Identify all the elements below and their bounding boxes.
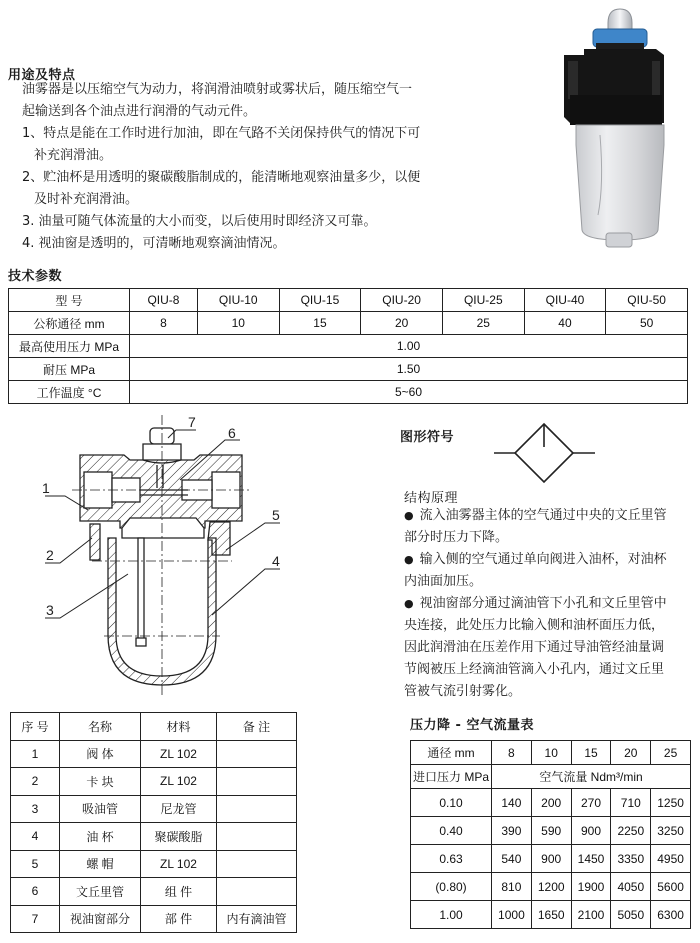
flow-value-cell: 5600	[651, 873, 691, 901]
intro-line: 1、特点是能在工作时进行加油，即在气路不关闭保持供气的情况下可	[22, 126, 421, 141]
spec-cell: 50	[606, 312, 688, 335]
flow-bore-cell: 20	[611, 741, 651, 765]
spec-header-cell: QIU-25	[442, 289, 524, 312]
parts-cell: 文丘里管	[60, 878, 141, 906]
flow-pressure-cell: 0.40	[411, 817, 492, 845]
spec-cell: 公称通径 mm	[9, 312, 130, 335]
spec-label: 最高使用压力 MPa	[9, 335, 130, 358]
flow-value-cell: 1200	[531, 873, 571, 901]
flow-value-cell: 2100	[571, 901, 611, 929]
principle-line: ● 流入油雾器主体的空气通过中央的文丘里管	[404, 505, 667, 527]
flow-unit-row	[411, 765, 691, 789]
parts-cell: 聚碳酸脂	[141, 823, 217, 851]
drawing-label: 4	[272, 553, 280, 569]
parts-cell: 4	[11, 823, 60, 851]
parts-cell: 7	[11, 905, 60, 933]
parts-cell: ZL 102	[141, 850, 217, 878]
parts-row	[11, 850, 297, 878]
flow-table	[410, 740, 691, 929]
flow-bore-cell: 10	[531, 741, 571, 765]
spec-label: 耐压 MPa	[9, 358, 130, 381]
flow-value-cell: 1000	[492, 901, 532, 929]
intro-line: 及时补充润滑油。	[34, 192, 139, 207]
flow-row	[411, 901, 691, 929]
parts-cell: 螺 帽	[60, 850, 141, 878]
parts-cell: 阀 体	[60, 740, 141, 768]
product-photo	[560, 5, 680, 250]
parts-cell: 尼龙管	[141, 795, 217, 823]
parts-header-cell: 备 注	[217, 713, 297, 741]
flow-row	[411, 789, 691, 817]
spec-header-cell: QIU-8	[130, 289, 198, 312]
spec-header-cell: QIU-10	[197, 289, 279, 312]
flow-value-cell: 390	[492, 817, 532, 845]
flow-value-cell: 3250	[651, 817, 691, 845]
flow-value-cell: 900	[531, 845, 571, 873]
intro-line: 3. 油量可随气体流量的大小而变，以后使用时即经济又可靠。	[22, 214, 377, 229]
parts-cell: 5	[11, 850, 60, 878]
parts-cell	[217, 850, 297, 878]
flow-value-cell: 3350	[611, 845, 651, 873]
flow-row	[411, 817, 691, 845]
intro-line: 4. 视油窗是透明的，可清晰地观察滴油情况。	[22, 236, 286, 251]
parts-cell: 组 件	[141, 878, 217, 906]
flow-value-cell: 1650	[531, 901, 571, 929]
intro-line: 补充润滑油。	[34, 148, 113, 163]
drawing-label: 7	[188, 414, 196, 430]
spec-value: 5~60	[130, 381, 688, 404]
flow-pressure-cell: 0.10	[411, 789, 492, 817]
flow-bore-row	[411, 741, 691, 765]
intro-line: 油雾器是以压缩空气为动力，将润滑油喷射或雾状后，随压缩空气一	[22, 82, 413, 97]
flow-bore-label: 通径 mm	[411, 741, 492, 765]
parts-row	[11, 795, 297, 823]
parts-cell	[217, 768, 297, 796]
spec-cell: 10	[197, 312, 279, 335]
principle-line: 节阀被压上经滴油管滴入小孔内，通过文丘里	[404, 662, 665, 677]
parts-cell	[217, 823, 297, 851]
parts-row	[11, 740, 297, 768]
spec-cell: 15	[279, 312, 361, 335]
spec-header-cell: QIU-20	[361, 289, 443, 312]
flow-row	[411, 873, 691, 901]
flow-value-cell: 200	[531, 789, 571, 817]
flow-value-cell: 140	[492, 789, 532, 817]
spec-temperature-row	[9, 381, 688, 404]
spec-header-cell: QIU-50	[606, 289, 688, 312]
flow-title: 压力降 - 空气流量表	[410, 718, 534, 733]
symbol-title: 图形符号	[400, 430, 455, 445]
spec-header-cell: 型 号	[9, 289, 130, 312]
flow-value-cell: 270	[571, 789, 611, 817]
spec-header-cell: QIU-40	[524, 289, 606, 312]
parts-cell	[217, 740, 297, 768]
parts-header-cell: 材料	[141, 713, 217, 741]
parts-header-cell: 序 号	[11, 713, 60, 741]
parts-cell: 视油窗部分	[60, 905, 141, 933]
principle-line: 因此润滑油在压差作用下通过导油管经油量调	[404, 640, 665, 655]
flow-bore-cell: 8	[492, 741, 532, 765]
flow-bore-cell: 25	[651, 741, 691, 765]
intro-line: 2、贮油杯是用透明的聚碳酸脂制成的，能清晰地观察油量多少，以便	[22, 170, 421, 185]
parts-row	[11, 823, 297, 851]
lubricator-symbol-icon	[490, 420, 600, 488]
spec-header-row	[9, 289, 688, 312]
flow-value-cell: 900	[571, 817, 611, 845]
principle-line: ● 输入侧的空气通过单向阀进入油杯，对油杯	[404, 549, 667, 571]
spec-label: 工作温度 °C	[9, 381, 130, 404]
principle-title: 结构原理	[404, 491, 459, 506]
spec-cell: 8	[130, 312, 198, 335]
flow-value-cell: 4050	[611, 873, 651, 901]
drawing-label: 6	[228, 425, 236, 441]
principle-line: 部分时压力下降。	[404, 530, 509, 545]
intro-title: 用途及特点	[8, 68, 76, 83]
spec-value: 1.00	[130, 335, 688, 358]
flow-value-cell: 1450	[571, 845, 611, 873]
principle-line: ● 视油窗部分通过滴油管下小孔和文丘里管中	[404, 593, 667, 615]
parts-cell: 2	[11, 768, 60, 796]
parts-cell: 3	[11, 795, 60, 823]
flow-value-cell: 4950	[651, 845, 691, 873]
spec-cell: 20	[361, 312, 443, 335]
spec-proof-pressure-row	[9, 358, 688, 381]
spec-table	[8, 288, 688, 404]
drawing-label: 1	[42, 480, 50, 496]
spec-header-cell: QIU-15	[279, 289, 361, 312]
flow-pressure-cell: (0.80)	[411, 873, 492, 901]
flow-value-cell: 1900	[571, 873, 611, 901]
parts-cell: 6	[11, 878, 60, 906]
principle-line: 央连接，此处压力比输入侧和油杯面压力低，	[404, 618, 665, 633]
drawing-label: 2	[46, 547, 54, 563]
flow-row	[411, 845, 691, 873]
principle-line: 内油面加压。	[404, 574, 483, 589]
flow-value-cell: 540	[492, 845, 532, 873]
parts-row	[11, 905, 297, 933]
flow-value-cell: 810	[492, 873, 532, 901]
flow-pressure-cell: 0.63	[411, 845, 492, 873]
intro-line: 起输送到各个油点进行润滑的气动元件。	[22, 104, 257, 119]
parts-cell: ZL 102	[141, 768, 217, 796]
drawing-label: 5	[272, 507, 280, 523]
spec-value: 1.50	[130, 358, 688, 381]
flow-pressure-cell: 1.00	[411, 901, 492, 929]
flow-value-cell: 2250	[611, 817, 651, 845]
flow-value-cell: 5050	[611, 901, 651, 929]
parts-header-row	[11, 713, 297, 741]
parts-cell: 1	[11, 740, 60, 768]
flow-value-cell: 710	[611, 789, 651, 817]
spec-title: 技术参数	[8, 269, 63, 284]
parts-cell	[217, 795, 297, 823]
flow-value-cell: 6300	[651, 901, 691, 929]
parts-cell: 内有滴油管	[217, 905, 297, 933]
flow-bore-cell: 15	[571, 741, 611, 765]
spec-max-pressure-row	[9, 335, 688, 358]
parts-cell: 吸油管	[60, 795, 141, 823]
spec-bore-row	[9, 312, 688, 335]
parts-cell: 部 件	[141, 905, 217, 933]
parts-cell: 油 杯	[60, 823, 141, 851]
flow-value-cell: 590	[531, 817, 571, 845]
parts-cell: ZL 102	[141, 740, 217, 768]
flow-value-cell: 1250	[651, 789, 691, 817]
parts-header-cell: 名称	[60, 713, 141, 741]
parts-cell	[217, 878, 297, 906]
parts-cell: 卡 块	[60, 768, 141, 796]
cross-section-drawing	[0, 410, 330, 700]
parts-row	[11, 768, 297, 796]
principle-line: 管被气流引射雾化。	[404, 684, 522, 699]
parts-table	[10, 712, 297, 933]
parts-row	[11, 878, 297, 906]
flow-unit-label: 空气流量 Ndm³/min	[492, 765, 691, 789]
drawing-label: 3	[46, 602, 54, 618]
spec-cell: 40	[524, 312, 606, 335]
spec-cell: 25	[442, 312, 524, 335]
flow-pressure-label: 进口压力 MPa	[411, 765, 492, 789]
